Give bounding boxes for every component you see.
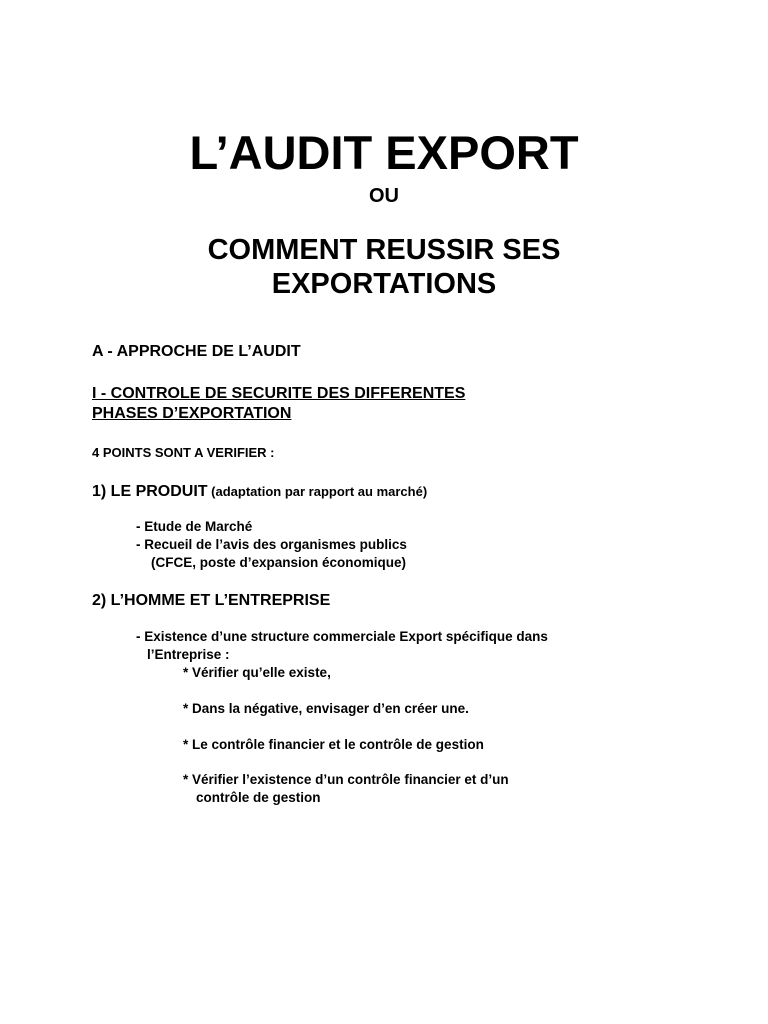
point-1-title: 1) LE PRODUIT	[92, 483, 208, 500]
point-2-subitem-2: * Dans la négative, envisager d’en créer une.	[183, 701, 469, 716]
document-title: L’AUDIT EXPORT	[189, 126, 579, 179]
point-1-bullet-2-continuation: (CFCE, poste d’expansion économique)	[151, 555, 407, 570]
point-2-bullet-1-line-1: - Existence d’une structure commerciale Export spécifique dans	[136, 629, 548, 644]
title-connector: OU	[369, 185, 399, 207]
subtitle-line-1: COMMENT REUSSIR SES	[207, 234, 561, 266]
point-1-bullet-1: - Etude de Marché	[136, 519, 253, 534]
points-intro: 4 POINTS SONT A VERIFIER :	[92, 445, 275, 460]
point-2-bullet-1-line-2: l’Entreprise :	[147, 647, 230, 662]
point-2-subitem-3: * Le contrôle financier et le contrôle de gestion	[183, 737, 484, 752]
point-2-heading: 2) L’HOMME ET L’ENTREPRISE	[92, 592, 331, 609]
section-a-heading: A - APPROCHE DE L’AUDIT	[92, 343, 301, 360]
point-1-bullet-2: - Recueil de l’avis des organismes publics	[136, 537, 407, 552]
document-subtitle	[0, 233, 768, 301]
point-1-note: (adaptation par rapport au marché)	[207, 484, 428, 499]
point-1-heading	[92, 481, 427, 503]
section-i-heading-line-2: PHASES D’EXPORTATION	[92, 405, 292, 422]
point-2-subitem-1: * Vérifier qu’elle existe,	[183, 665, 331, 680]
subtitle-line-2: EXPORTATIONS	[271, 268, 497, 300]
point-2-subitem-4-line-2: contrôle de gestion	[196, 790, 321, 805]
point-2-subitem-4-line-1: * Vérifier l’existence d’un contrôle financier et d’un	[183, 772, 509, 787]
section-i-heading-line-1: I - CONTROLE DE SECURITE DES DIFFERENTES	[92, 385, 466, 402]
